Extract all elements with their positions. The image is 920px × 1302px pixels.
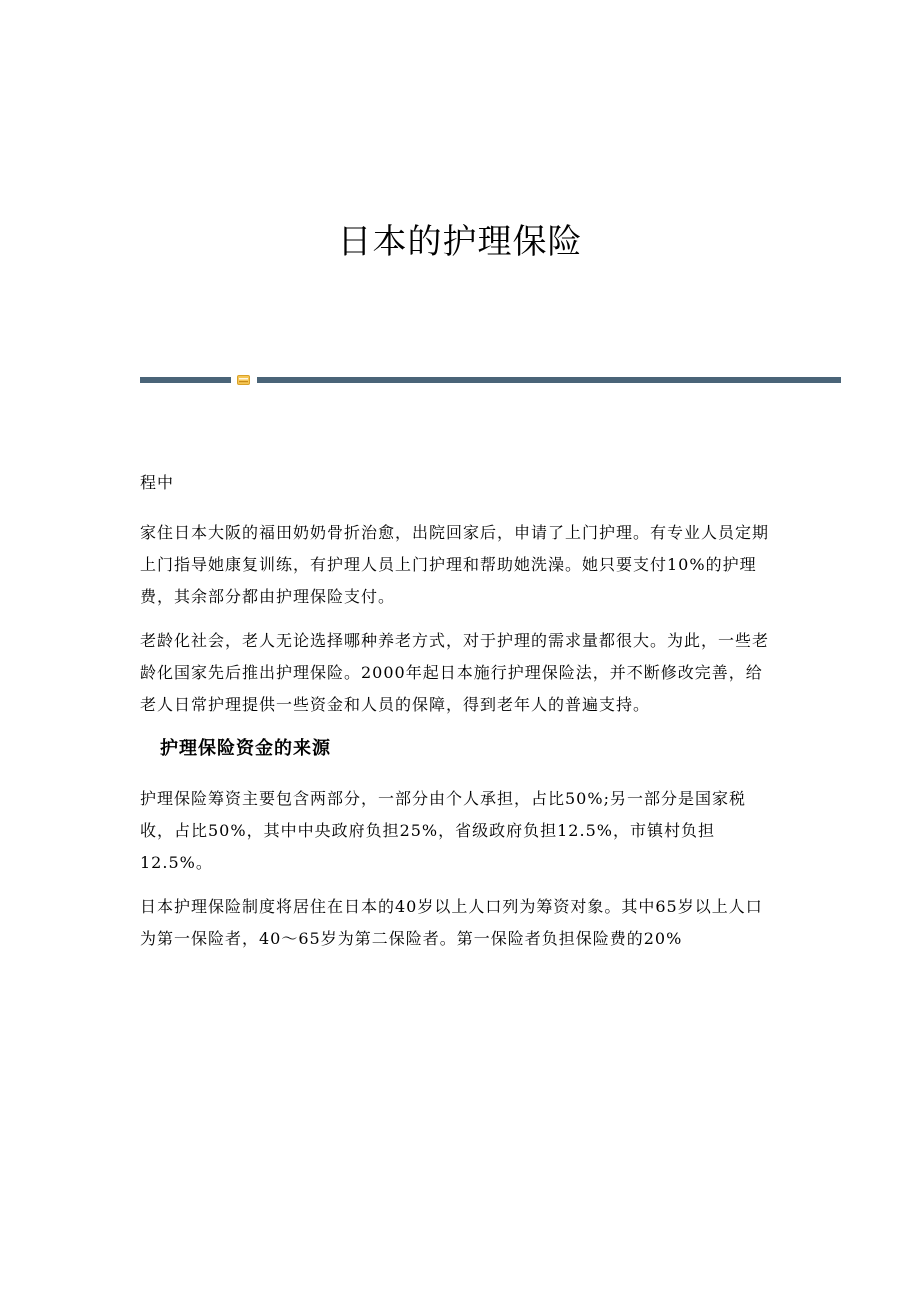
divider-bar-left	[140, 377, 231, 383]
title-divider	[140, 375, 841, 385]
divider-ornament-icon	[237, 375, 250, 385]
document-body	[140, 467, 776, 967]
body-paragraph: 老龄化社会，老人无论选择哪种养老方式，对于护理的需求量都很大。为此，一些老龄化国家先后推出护理保险。2000年起日本施行护理保险法，并不断修改完善，给老人日常护理提供一些资金和人员的保障，得到老年人的普遍支持。	[140, 631, 770, 714]
author-name: 程中	[140, 473, 175, 492]
body-paragraph: 家住日本大阪的福田奶奶骨折治愈，出院回家后，申请了上门护理。有专业人员定期上门指导她康复训练，有护理人员上门护理和帮助她洗澡。她只要支付10%的护理费，其余部分都由护理保险支付。	[140, 523, 770, 606]
divider-bar-right	[257, 377, 841, 383]
section-paragraph: 日本护理保险制度将居住在日本的40岁以上人口列为筹资对象。其中65岁以上人口为第一保险者，40～65岁为第二保险者。第一保险者负担保险费的20%	[140, 897, 763, 948]
document-title: 日本的护理保险	[337, 222, 583, 262]
section-paragraph: 护理保险筹资主要包含两部分，一部分由个人承担，占比50%;另一部分是国家税收，占比50%，其中中央政府负担25%，省级政府负担12.5%，市镇村负担12.5%。	[140, 789, 746, 872]
section-heading: 护理保险资金的来源	[160, 738, 331, 759]
